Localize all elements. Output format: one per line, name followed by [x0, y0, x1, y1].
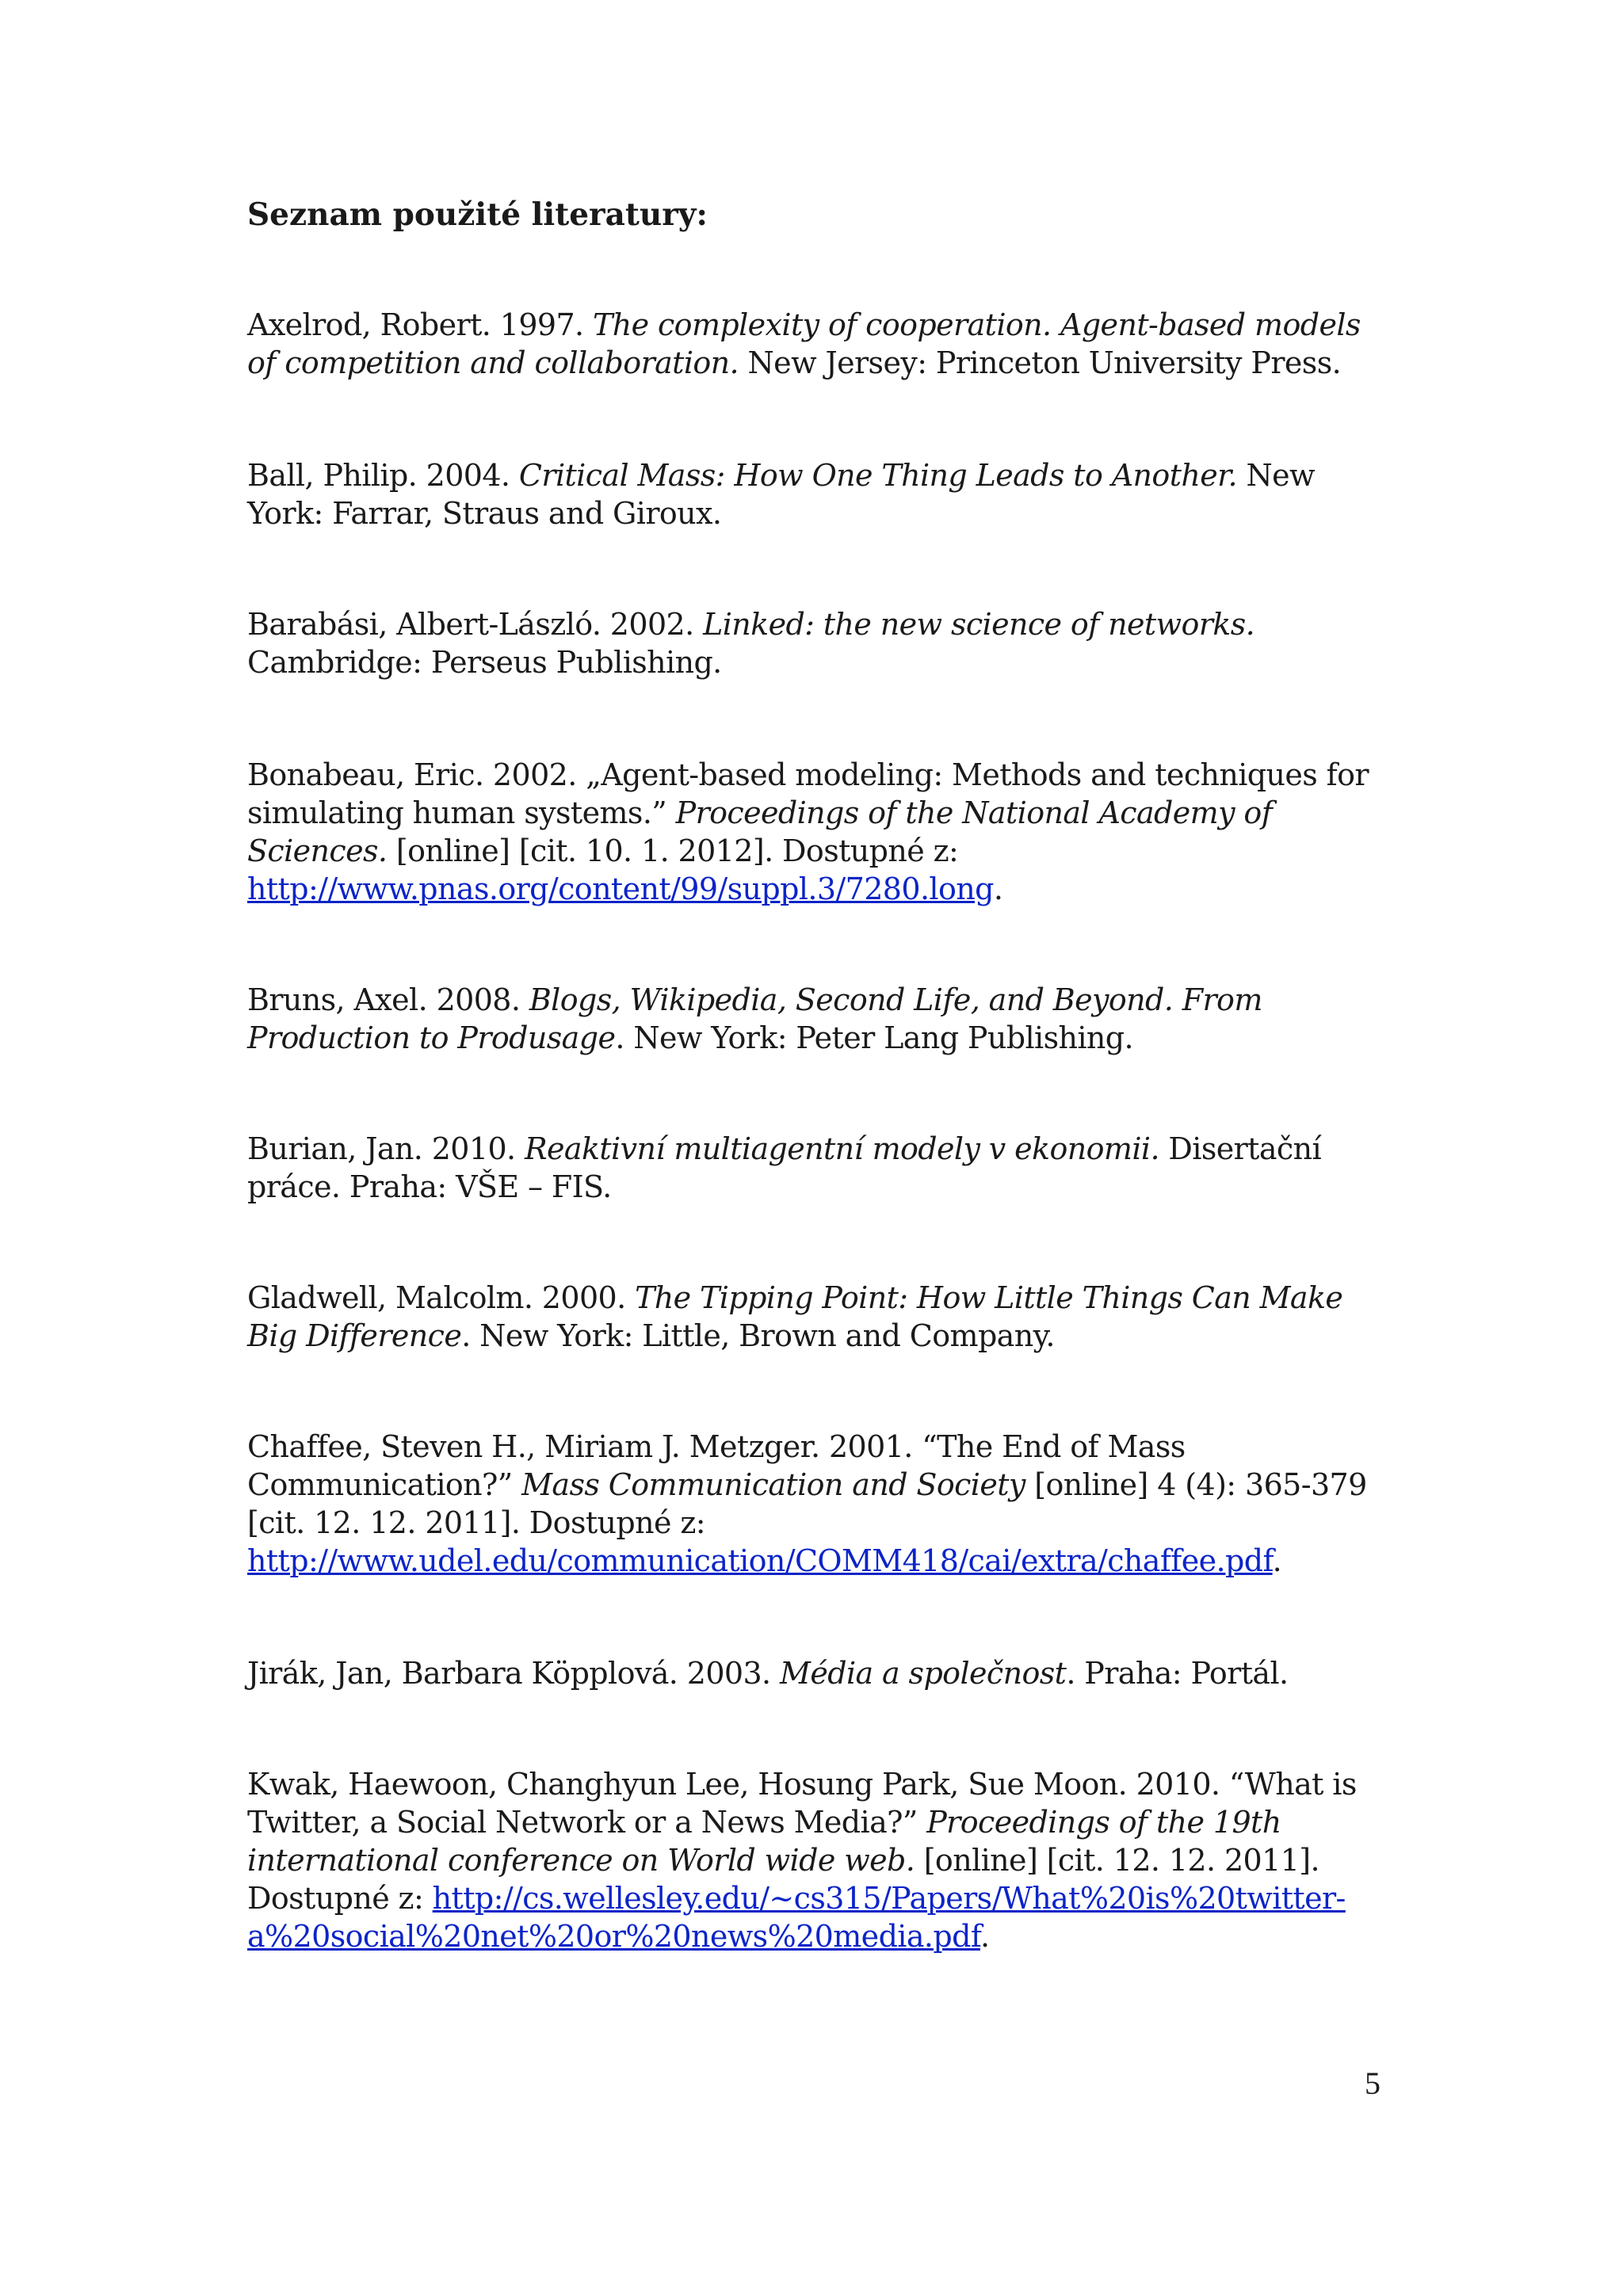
reference-title: Critical Mass: How One Thing Leads to Another.: [518, 458, 1238, 493]
reference-entry: [247, 1654, 1388, 1692]
reference-publisher: Disertační práce. Praha: VŠE – FIS.: [247, 1131, 1322, 1204]
reference-authors-year: Axelrod, Robert. 1997.: [247, 307, 594, 342]
reference-publisher: [online] [cit. 10. 1. 2012]. Dostupné z:: [387, 833, 959, 868]
reference-authors-year: Chaffee, Steven H., Miriam J. Metzger. 2001. “The End of Mass Communication?”: [247, 1429, 1186, 1502]
reference-publisher: [online] 4 (4): 365-379 [cit. 12. 12. 2011]. Dostupné z:: [247, 1467, 1367, 1540]
reference-link[interactable]: http://cs.wellesley.edu/~cs315/Papers/What%20is%20twitter-a%20social%20net%20or%20news%20media.pdf: [247, 1881, 1346, 1954]
reference-tail: .: [980, 1919, 990, 1954]
reference-title: Proceedings of the 19th international conference on World wide web.: [247, 1805, 1281, 1878]
page-number: 5: [1365, 2065, 1381, 2101]
reference-title: Proceedings of the National Academy of Sciences.: [247, 795, 1273, 868]
reference-entry: [247, 1279, 1388, 1355]
reference-publisher: New Jersey: Princeton University Press.: [739, 345, 1342, 380]
reference-authors-year: Burian, Jan. 2010.: [247, 1131, 525, 1166]
bibliography-heading: Seznam použité literatury:: [247, 196, 708, 233]
reference-entry: [247, 1765, 1388, 1955]
reference-entry: [247, 1130, 1388, 1206]
reference-authors-year: Ball, Philip. 2004.: [247, 458, 519, 493]
reference-title: Mass Communication and Society: [521, 1467, 1025, 1502]
reference-tail: .: [993, 871, 1003, 906]
reference-title: Reaktivní multiagentní modely v ekonomii.: [525, 1131, 1159, 1166]
reference-entry: [247, 1428, 1388, 1580]
reference-publisher: . New York: Little, Brown and Company.: [461, 1318, 1055, 1353]
reference-title: Média a společnost: [780, 1656, 1067, 1691]
reference-authors-year: Gladwell, Malcolm. 2000.: [247, 1280, 636, 1315]
reference-title: Blogs, Wikipedia, Second Life, and Beyond. From Production to Produsage: [247, 982, 1262, 1055]
reference-link[interactable]: http://www.udel.edu/communication/COMM418/cai/extra/chaffee.pdf: [247, 1543, 1273, 1578]
reference-publisher: [online] [cit. 12. 12. 2011]. Dostupné z:: [247, 1843, 1319, 1916]
reference-title: The complexity of cooperation. Agent-based models of competition and collaboration.: [247, 307, 1361, 380]
reference-authors-year: Kwak, Haewoon, Changhyun Lee, Hosung Park, Sue Moon. 2010. “What is Twitter, a Social Network or a News Media?”: [247, 1767, 1357, 1840]
reference-tail: .: [1272, 1543, 1282, 1578]
reference-entry: [247, 605, 1388, 681]
reference-publisher: . Praha: Portál.: [1066, 1656, 1289, 1691]
reference-title: Linked: the new science of networks.: [703, 607, 1255, 642]
reference-authors-year: Bonabeau, Eric. 2002. „Agent-based modeling: Methods and techniques for simulating human systems.”: [247, 757, 1369, 830]
reference-entry: [247, 306, 1388, 382]
reference-entry: [247, 756, 1388, 908]
reference-authors-year: Bruns, Axel. 2008.: [247, 982, 529, 1017]
reference-publisher: . New York: Peter Lang Publishing.: [615, 1020, 1133, 1055]
reference-title: The Tipping Point: How Little Things Can Make Big Difference: [247, 1280, 1343, 1353]
reference-publisher: New York: Farrar, Straus and Giroux.: [247, 458, 1315, 531]
reference-authors-year: Barabási, Albert-László. 2002.: [247, 607, 704, 642]
reference-link[interactable]: http://www.pnas.org/content/99/suppl.3/7280.long: [247, 871, 994, 906]
reference-authors-year: Jirák, Jan, Barbara Köpplová. 2003.: [247, 1656, 781, 1691]
reference-publisher: Cambridge: Perseus Publishing.: [247, 645, 722, 680]
reference-entry: [247, 456, 1388, 532]
reference-entry: [247, 981, 1388, 1057]
